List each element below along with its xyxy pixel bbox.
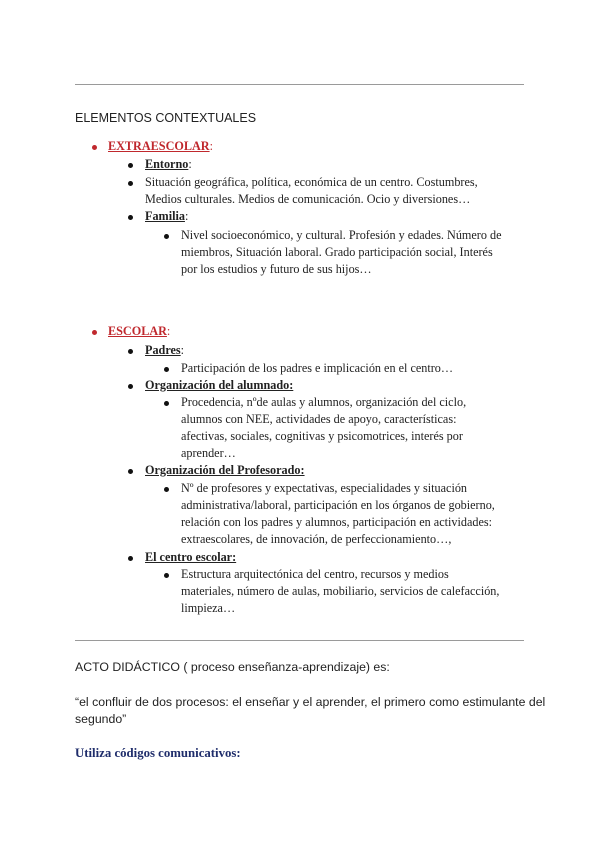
- bullet-icon: [164, 367, 169, 372]
- bullet-icon: [128, 384, 133, 389]
- bullet-icon: [92, 330, 97, 335]
- centro-line: Estructura arquitectónica del centro, recursos y medios: [181, 567, 449, 581]
- familia-line: miembros, Situación laboral. Grado participación social, Interés: [181, 245, 493, 259]
- padres-title: Padres:: [145, 343, 185, 357]
- entorno-line: Medios culturales. Medios de comunicación. Ocio y diversiones…: [145, 192, 471, 206]
- padres-line: Participación de los padres e implicación en el centro…: [181, 361, 454, 375]
- profesorado-title: Organización del Profesorado:: [145, 463, 305, 477]
- bullet-icon: [164, 401, 169, 406]
- acto-quote-line: segundo”: [75, 712, 127, 726]
- centro-line: limpieza…: [181, 601, 236, 615]
- top-divider: [75, 84, 524, 85]
- profesorado-line: extraescolares, de innovación, de perfeccionamiento…,: [181, 532, 452, 546]
- bullet-icon: [128, 349, 133, 354]
- familia-title: Familia:: [145, 209, 189, 223]
- bullet-icon: [164, 234, 169, 239]
- bullet-icon: [128, 163, 133, 168]
- familia-line: por los estudios y futuro de sus hijos…: [181, 262, 372, 276]
- profesorado-line: Nº de profesores y expectativas, especialidades y situación: [181, 481, 468, 495]
- bullet-icon: [128, 215, 133, 220]
- alumnado-title: Organización del alumnado:: [145, 378, 294, 392]
- entorno-title: Entorno:: [145, 157, 192, 171]
- alumnado-line: aprender…: [181, 446, 236, 460]
- acto-title: ACTO DIDÁCTICO ( proceso enseñanza-aprendizaje) es:: [75, 660, 390, 674]
- codigos-heading: Utiliza códigos comunicativos:: [75, 746, 241, 760]
- bullet-icon: [128, 469, 133, 474]
- acto-quote-line: “el confluir de dos procesos: el enseñar y el aprender, el primero como estimulante del: [75, 695, 546, 709]
- section-heading: ELEMENTOS CONTEXTUALES: [75, 111, 257, 125]
- familia-line: Nivel socioeconómico, y cultural. Profesión y edades. Número de: [181, 228, 502, 242]
- profesorado-line: relación con los padres y alumnos, participación en actividades:: [181, 515, 493, 529]
- bullet-icon: [128, 181, 133, 186]
- alumnado-line: afectivas, sociales, cognitivas y psicomotrices, interés por: [181, 429, 463, 443]
- middle-divider: [75, 640, 524, 641]
- bullet-icon: [164, 573, 169, 578]
- escolar-title: ESCOLAR:: [108, 324, 171, 338]
- alumnado-line: Procedencia, nºde aulas y alumnos, organización del ciclo,: [181, 395, 467, 409]
- extraescolar-title: EXTRAESCOLAR:: [108, 139, 213, 153]
- bullet-icon: [164, 487, 169, 492]
- bullet-icon: [128, 556, 133, 561]
- profesorado-line: administrativa/laboral, participación en los órganos de gobierno,: [181, 498, 495, 512]
- centro-title: El centro escolar:: [145, 550, 237, 564]
- alumnado-line: alumnos con NEE, actividades de apoyo, características:: [181, 412, 457, 426]
- entorno-line: Situación geográfica, política, económica de un centro. Costumbres,: [145, 175, 478, 189]
- bullet-icon: [92, 145, 97, 150]
- centro-line: materiales, número de aulas, mobiliario, servicios de calefacción,: [181, 584, 500, 598]
